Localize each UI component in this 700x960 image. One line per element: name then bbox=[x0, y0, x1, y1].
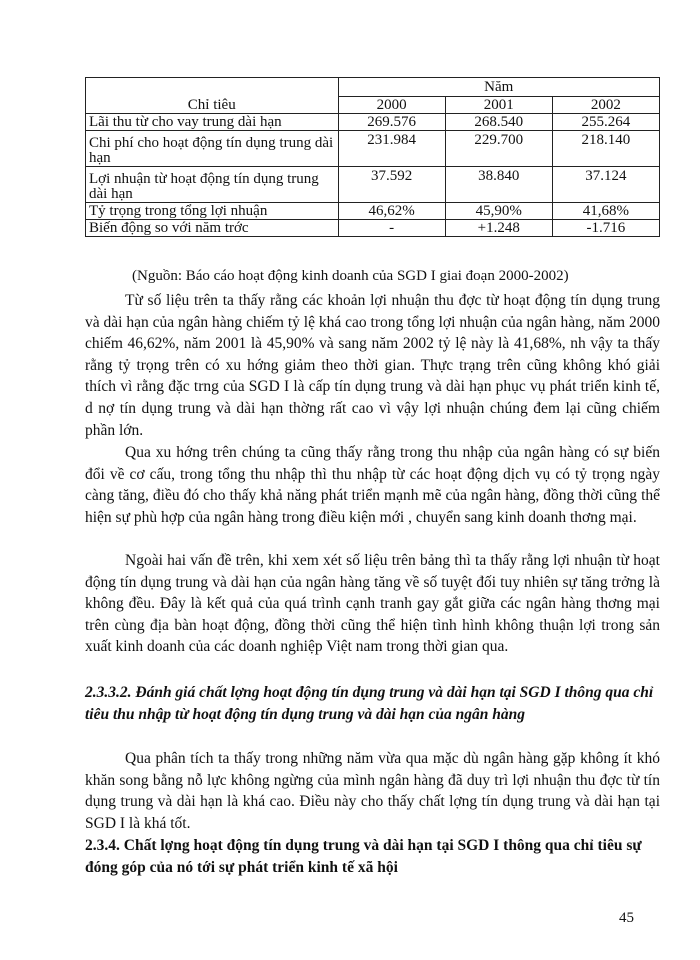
section-heading: 2.3.3.2. Đánh giá chất lợng hoạt động tín dụng trung và dài hạn tại SGD I thông qua chỉ tiêu thu nhập từ hoạt động tín dụng trung và dài hạn của ngân hàng bbox=[85, 684, 654, 723]
table-cell: 231.984 bbox=[338, 131, 445, 167]
section-heading: 2.3.4. Chất lợng hoạt động tín dụng trung và dài hạn tại SGD I thông qua chỉ tiêu sự đóng góp của nó tới sự phát triển kinh tế xã hội bbox=[85, 837, 642, 876]
table-source-note: (Nguồn: Báo cáo hoạt động kinh doanh của SGD I giai đoạn 2000-2002) bbox=[132, 268, 569, 284]
table-row bbox=[86, 167, 660, 203]
table-header-label: Chỉ tiêu bbox=[86, 78, 339, 114]
body-paragraph bbox=[85, 442, 660, 528]
table-row-label: Lãi thu từ cho vay trung dài hạn bbox=[86, 114, 339, 131]
table-header-year: 2001 bbox=[445, 97, 552, 114]
table-row bbox=[86, 114, 660, 131]
table-cell: - bbox=[338, 220, 445, 237]
table-cell: 255.264 bbox=[552, 114, 659, 131]
paragraph-text: Từ số liệu trên ta thấy rằng các khoản lợi nhuận thu đợc từ hoạt động tín dụng trung và dài hạn của ngân hàng chiếm tỷ lệ khá cao trong tổng lợi nhuận của ngân hàng, năm 2000 chiếm 46,62%, năm 2001 là 45,90% và sang năm 2002 tỷ lệ này là 41,68%, nh vậy ta thấy rằng tỷ trọng trên có xu hớng giảm theo thời gian. Thực trạng trên cũng không khó giải thích vì rằng đặc trng của SGD I là cấp tín dụng trung và dài hạn phục vụ phát triển kinh tế, d nợ tín dụng trung và dài hạn thờng rất cao vì vậy lợi nhuận chúng đem lại cũng chiếm phần lớn. bbox=[85, 292, 660, 439]
table-row bbox=[86, 131, 660, 167]
table-cell: 268.540 bbox=[445, 114, 552, 131]
table-cell: 41,68% bbox=[552, 203, 659, 220]
paragraph-text: Qua xu hớng trên chúng ta cũng thấy rằng trong thu nhập của ngân hàng có sự biến đổi về cơ cấu, trong tổng thu nhập thì thu nhập từ các hoạt động dịch vụ có tỷ trọng ngày càng tăng, điều đó cho thấy khả năng phát triển mạnh mẽ của ngân hàng, đồng thời cũng thể hiện sự phù hợp của ngân hàng trong điều kiện mới , chuyển sang kinh doanh thơng mại. bbox=[85, 444, 660, 526]
table-cell: 45,90% bbox=[445, 203, 552, 220]
table-cell: 38.840 bbox=[445, 167, 552, 203]
table-cell: 218.140 bbox=[552, 131, 659, 167]
table-row-label: Tỷ trọng trong tổng lợi nhuận bbox=[86, 203, 339, 220]
table-row-label: Chi phí cho hoạt động tín dụng trung dài hạn bbox=[86, 131, 339, 167]
body-paragraph bbox=[85, 290, 660, 441]
table-row-label: Lợi nhuận từ hoạt động tín dụng trung dài hạn bbox=[86, 167, 339, 203]
paragraph-text: Ngoài hai vấn đề trên, khi xem xét số liệu trên bảng thì ta thấy rằng lợi nhuận từ hoạt động tín dụng trung và dài hạn của ngân hàng tăng về số tuyệt đối tuy nhiên sự tăng trởng là không đều. Đây là kết quả của quá trình cạnh tranh gay gắt giữa các ngân hàng thơng mại trên cùng địa bàn hoạt động, đồng thời cũng thể hiện tình hình không thuận lợi trong sản xuất kinh doanh của các doanh nghiệp Việt nam trong thời gian qua. bbox=[85, 552, 660, 656]
table-header-year-group: Năm bbox=[338, 78, 659, 97]
page-number: 45 bbox=[619, 910, 634, 926]
financial-table bbox=[85, 77, 660, 237]
table-cell: -1.716 bbox=[552, 220, 659, 237]
table-header-year: 2000 bbox=[338, 97, 445, 114]
table-cell: 269.576 bbox=[338, 114, 445, 131]
table-cell: +1.248 bbox=[445, 220, 552, 237]
paragraph-text: Qua phân tích ta thấy trong những năm vừa qua mặc dù ngân hàng gặp không ít khó khăn song bằng nỗ lực không ngừng của mình ngân hàng đã duy trì lợi nhuận thu đợc từ tín dụng trung và dài hạn là khá cao. Điều này cho thấy chất lợng tín dụng trung và dài hạn tại SGD I là khá tốt. bbox=[85, 750, 660, 832]
table-row bbox=[86, 203, 660, 220]
table-cell: 46,62% bbox=[338, 203, 445, 220]
table-header-year: 2002 bbox=[552, 97, 659, 114]
table-row-label: Biến động so với năm trớc bbox=[86, 220, 339, 237]
table-row bbox=[86, 220, 660, 237]
table-header-row bbox=[86, 78, 660, 97]
table-cell: 229.700 bbox=[445, 131, 552, 167]
table-cell: 37.124 bbox=[552, 167, 659, 203]
table-cell: 37.592 bbox=[338, 167, 445, 203]
body-paragraph bbox=[85, 550, 660, 658]
body-paragraph bbox=[85, 748, 660, 834]
